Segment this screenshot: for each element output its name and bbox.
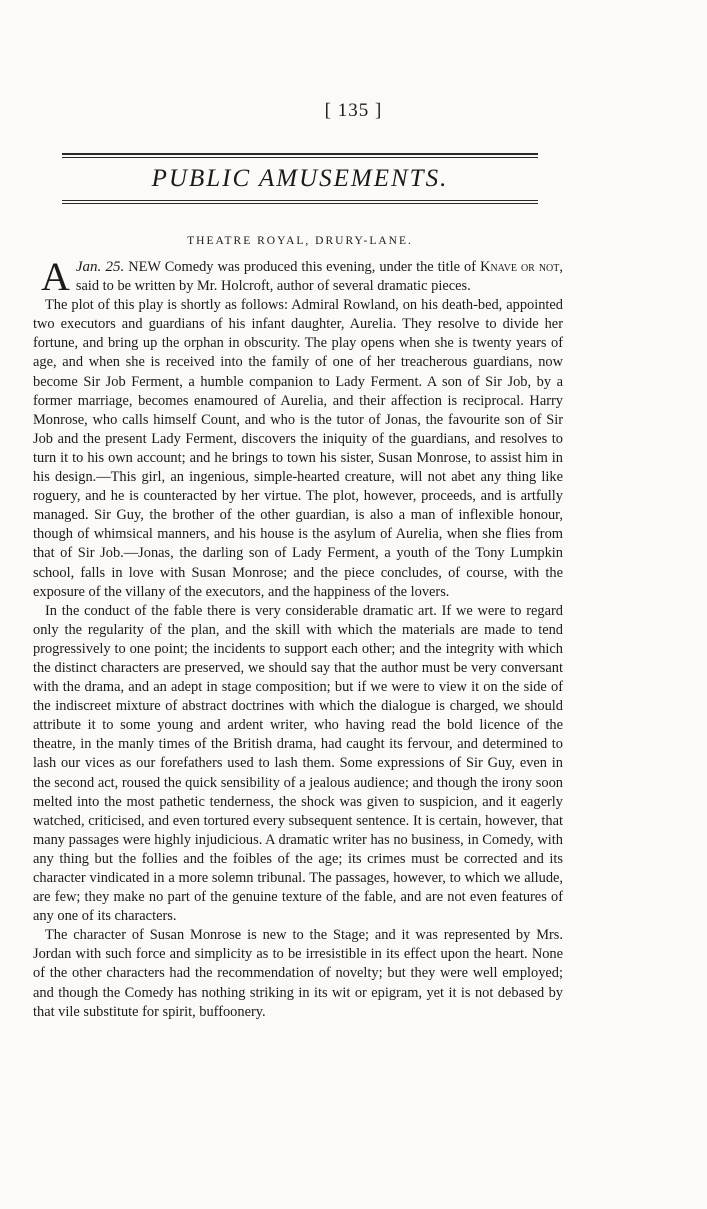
bottom-rule-thin bbox=[62, 203, 538, 204]
page-number: [ 135 ] bbox=[324, 100, 383, 121]
theatre-heading: THEATRE ROYAL, DRURY-LANE. bbox=[187, 235, 413, 247]
drop-cap: A bbox=[41, 254, 70, 299]
top-rule bbox=[62, 153, 538, 155]
plot-paragraph: The plot of this play is shortly as follows: Admiral Rowland, on his death-bed, appointed two executors and guardians of his infant daughter, Aurelia. They resolve to divide her fortune, and bring up the orphan in obscurity. The play opens when she is twenty years of age, and when she is received into the family of one of her treacherous guardians, now become Sir Job Ferment, a humble companion to Lady Ferment. A son of Sir Job, by a former marriage, becomes enamoured of Aurelia, and their affection is reciprocal. Harry Monrose, who calls himself Count, and who is the tutor of Jonas, the favourite son of Sir Job and the present Lady Ferment, discovers the iniquity of the guardians, and resolves to turn it to his own account; and he brings to town his sister, Susan Monrose, to assist him in his design.—This girl, an ingenious, simple-hearted creature, will not abet any thing like roguery, and he is counteracted by her virtue. The plot, however, proceeds, and is artfully managed. Sir Guy, the brother of the other guardian, is also a man of inflexible honour, though of whimsical manners, and his house is the asylum of Aurelia, when she flies from that of Sir Job.—Jonas, the darling son of Lady Ferment, a youth of the Tony Lumpkin school, falls in love with Susan Monrose; and the piece concludes, of course, with the exposure of the villany of the executors, and the happiness of the lovers. bbox=[33, 297, 563, 600]
section-title: PUBLIC AMUSEMENTS. bbox=[151, 165, 449, 192]
play-title: Knave or not bbox=[480, 259, 560, 275]
top-rule-thin bbox=[62, 157, 538, 158]
bottom-rule bbox=[62, 200, 538, 201]
performance-paragraph: The character of Susan Monrose is new to the Stage; and it was represented by Mrs. Jordan with such force and simplicity as to be irresistible in its effect upon the heart. None of the other characters had the recommendation of novelty; but they were well employed; and though the Comedy has nothing striking in its wit or epigram, yet it is not debased by that vile substitute for spirit, buffoonery. bbox=[33, 927, 563, 1020]
article-body bbox=[33, 254, 563, 1022]
article-date: Jan. 25. bbox=[75, 259, 125, 275]
opening-text-part2: , said to be written by Mr. Holcroft, author of several dramatic pieces. bbox=[75, 259, 563, 295]
opening-paragraph bbox=[33, 254, 563, 299]
opening-text-part1: NEW Comedy was produced this evening, under the title of bbox=[128, 259, 481, 275]
critique-paragraph: In the conduct of the fable there is very considerable dramatic art. If we were to regard only the regularity of the plan, and the skill with which the materials are made to tend progressively to one point; the incidents to support each other; and the integrity with which the distinct characters are preserved, we should say that the author must be very conversant with the drama, and an adept in stage composition; but if we were to view it on the side of the indiscreet mixture of abstract doctrines with which the dialogue is charged, we should attribute it to some young and ardent writer, who having read the bold licence of the theatre, in the manly times of the British drama, had caught its fervour, and determined to lash our vices as our forefathers used to lash them. Some expressions of Sir Guy, even in the second act, roused the quick sensibility of a jealous audience; and though the irony soon melted into the most pathetic tenderness, the shock was given to suspicion, and it eagerly watched, criticised, and even tortured every subsequent sentence. It is certain, however, that many passages were highly injudicious. A dramatic writer has no business, in Comedy, with any thing but the follies and the foibles of the age; its crimes must be corrected and its character vindicated in a more solemn tribunal. The passages, however, to which we allude, are few; they make no part of the genuine texture of the fable, and are not even features of any one of its characters. bbox=[33, 602, 563, 925]
